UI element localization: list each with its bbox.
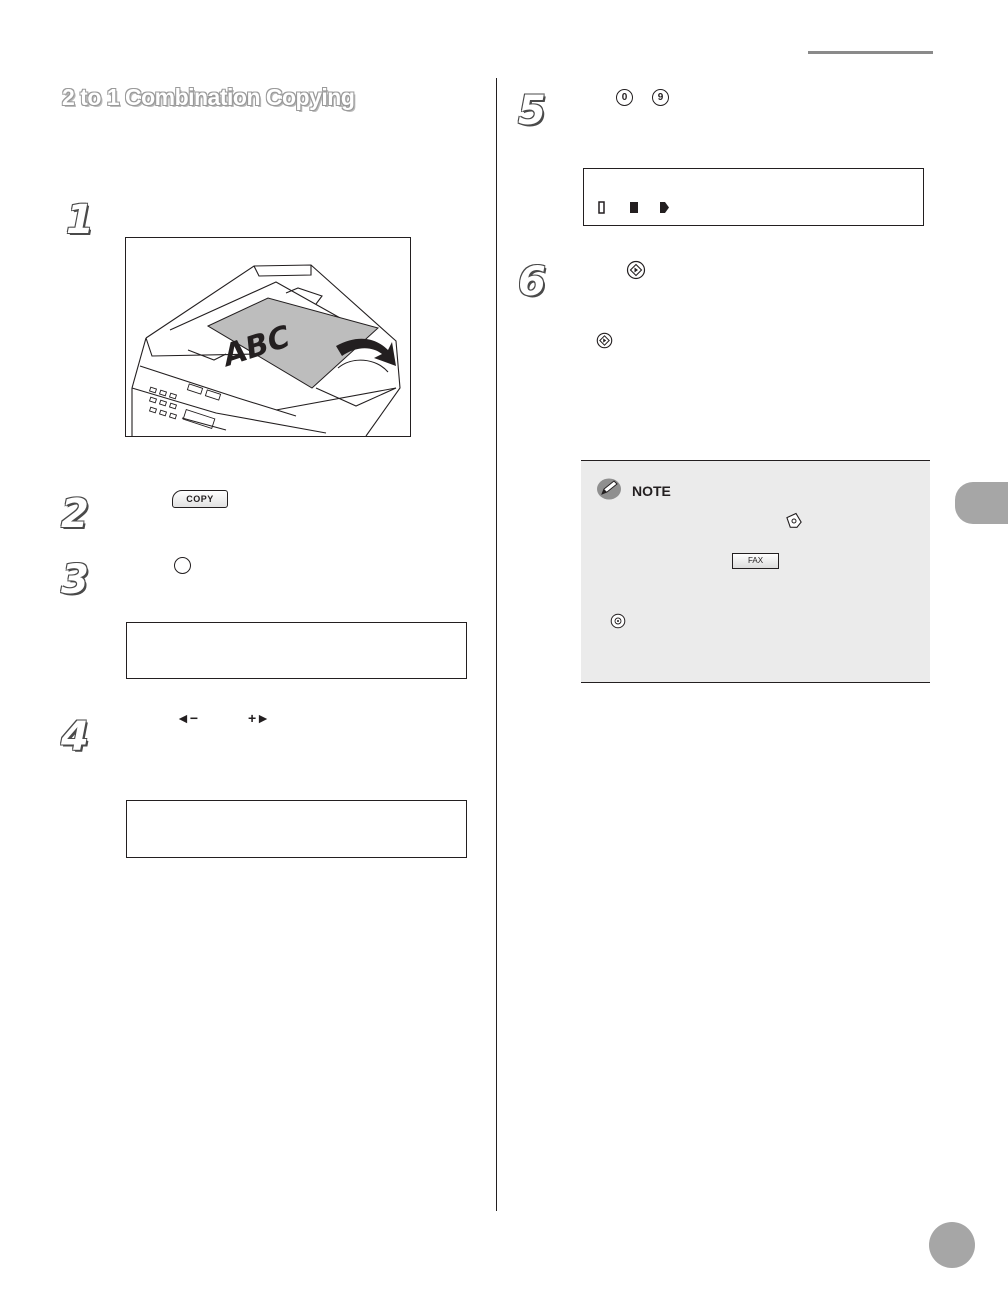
chapter-side-tab [955, 482, 1008, 524]
start-key-icon[interactable] [626, 260, 646, 285]
header-rule [808, 51, 933, 54]
stop-reset-key-icon [785, 512, 803, 535]
adf-illustration [125, 237, 411, 437]
step-number-4: 4 [61, 714, 89, 760]
step-number-3: 3 [61, 557, 89, 603]
note-label: NOTE [632, 483, 671, 499]
step-number-1: 1 [66, 197, 94, 243]
start-key-icon-small [596, 332, 613, 354]
section-title: 2 to 1 Combination Copying [62, 84, 355, 110]
machine-drawing [126, 238, 411, 437]
lcd-display-step3 [126, 622, 467, 679]
step-number-5: 5 [518, 88, 546, 134]
copy-key[interactable]: COPY [172, 490, 228, 508]
numeric-key-0[interactable]: 0 [616, 89, 633, 106]
fax-key: FAX [732, 553, 779, 569]
lcd-display-step5 [583, 168, 924, 226]
lcd-display-step4 [126, 800, 467, 858]
column-divider [496, 78, 497, 1211]
lcd-indicator-icons [596, 199, 686, 219]
additional-functions-key[interactable] [174, 557, 191, 574]
document-text: ABC [222, 318, 291, 375]
power-saver-key-icon [610, 613, 626, 634]
pencil-note-icon [596, 477, 624, 506]
page-number-badge [929, 1222, 975, 1268]
step-number-2: 2 [61, 491, 89, 537]
step-number-6: 6 [518, 259, 546, 305]
plus-right-key[interactable]: +► [248, 710, 271, 726]
numeric-key-9[interactable]: 9 [652, 89, 669, 106]
left-minus-key[interactable]: ◄− [176, 710, 199, 726]
